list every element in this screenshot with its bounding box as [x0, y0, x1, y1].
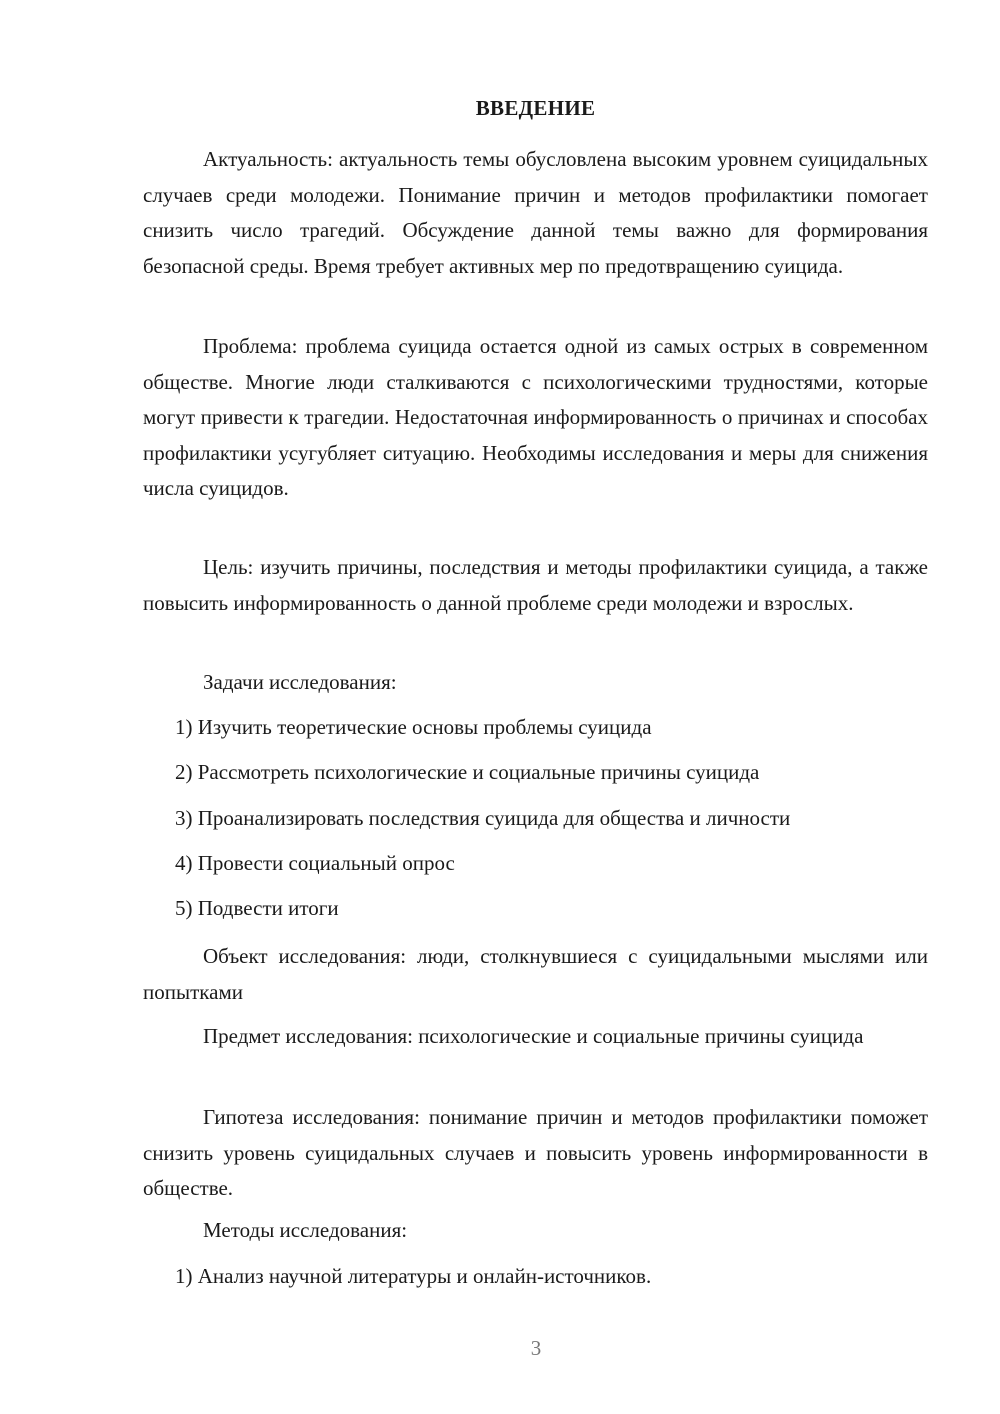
task-item: 1) Изучить теоретические основы проблемы суицида	[175, 715, 652, 739]
methods-heading: Методы исследования:	[203, 1218, 408, 1242]
task-item: 4) Провести социальный опрос	[175, 851, 455, 875]
tasks-heading: Задачи исследования:	[203, 670, 397, 694]
relevance-paragraph: Актуальность: актуальность темы обусловлена высоким уровнем суицидальных случаев среди молодежи. Понимание причин и методов профилактики помогает снизить число трагедий. Обсуждение данной темы важно для формирования безопасной среды. Время требует активных мер по предотвращению суицида.	[143, 147, 928, 278]
task-item: 3) Проанализировать последствия суицида для общества и личности	[175, 806, 791, 830]
hypothesis-paragraph: Гипотеза исследования: понимание причин и методов профилактики поможет снизить уровень суицидальных случаев и повысить уровень информированности в обществе.	[143, 1105, 928, 1200]
method-item: 1) Анализ научной литературы и онлайн-источников.	[175, 1264, 652, 1288]
page-number: 3	[530, 1336, 542, 1360]
task-item: 2) Рассмотреть психологические и социальные причины суицида	[175, 760, 760, 784]
problem-paragraph: Проблема: проблема суицида остается одной из самых острых в современном обществе. Многие люди сталкиваются с психологическими трудностями, которые могут привести к трагедии. Недостаточная информированность о причинах и способах профилактики усугубляет ситуацию. Необходимы исследования и меры для снижения числа суицидов.	[143, 334, 928, 500]
subject-paragraph: Предмет исследования: психологические и социальные причины суицида	[203, 1024, 864, 1048]
object-paragraph: Объект исследования: люди, столкнувшиеся с суицидальными мыслями или попытками	[143, 944, 928, 1004]
goal-paragraph: Цель: изучить причины, последствия и методы профилактики суицида, а также повысить информированность о данной проблеме среди молодежи и взрослых.	[143, 555, 928, 615]
task-item: 5) Подвести итоги	[175, 896, 339, 920]
page-title: ВВЕДЕНИЕ	[475, 96, 596, 120]
